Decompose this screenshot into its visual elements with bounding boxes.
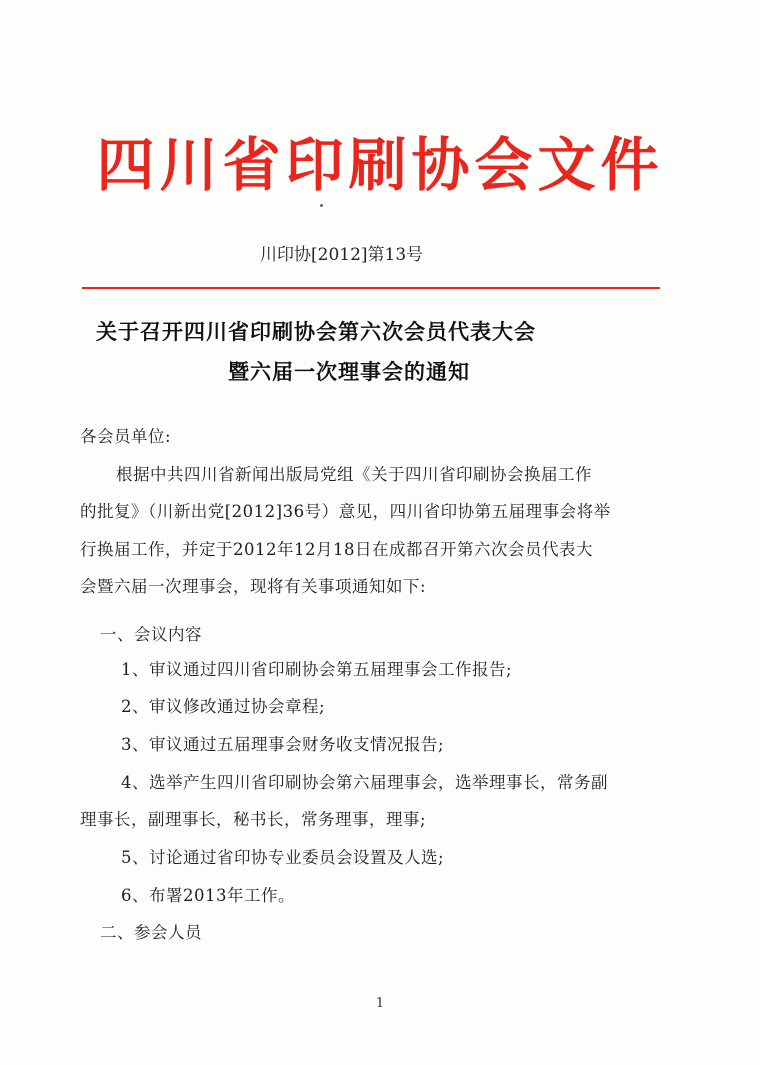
salutation: 各会员单位: bbox=[80, 427, 172, 446]
red-header-rule bbox=[82, 287, 660, 289]
page-number: 1 bbox=[375, 996, 385, 1011]
notice-title-line-1: 关于召开四川省印刷协会第六次会员代表大会 bbox=[96, 319, 536, 344]
list-item: 4、选举产生四川省印刷协会第六届理事会，选举理事长，常务副 bbox=[121, 773, 608, 792]
document-number: 川印协[2012]第13号 bbox=[260, 245, 424, 265]
scan-dot-mark bbox=[320, 204, 323, 207]
notice-title-line-2: 暨六届一次理事会的通知 bbox=[228, 359, 470, 384]
list-item: 3、审议通过五届理事会财务收支情况报告; bbox=[121, 735, 445, 754]
section-heading-meeting-content: 一、会议内容 bbox=[100, 625, 202, 644]
paragraph-line: 会暨六届一次理事会，现将有关事项通知如下: bbox=[80, 577, 427, 596]
section-heading-attendees: 二、参会人员 bbox=[100, 923, 202, 942]
list-item-continuation: 理事长，副理事长，秘书长，常务理事，理事; bbox=[80, 810, 427, 829]
paragraph-line: 行换届工作，并定于2012年12月18日在成都召开第六次会员代表大 bbox=[80, 540, 593, 559]
paragraph-line: 的批复》（川新出党[2012]36号）意见，四川省印协第五届理事会将举 bbox=[80, 502, 611, 521]
list-item: 2、审议修改通过协会章程; bbox=[121, 697, 326, 716]
paragraph-line: 根据中共四川省新闻出版局党组《关于四川省印刷协会换届工作 bbox=[116, 465, 592, 484]
list-item: 1、审议通过四川省印刷协会第五届理事会工作报告; bbox=[121, 660, 513, 679]
org-header-title: 四川省印刷协会文件 bbox=[96, 131, 664, 199]
list-item: 5、讨论通过省印协专业委员会设置及人选; bbox=[121, 848, 445, 867]
list-item: 6、布署2013年工作。 bbox=[121, 886, 295, 905]
